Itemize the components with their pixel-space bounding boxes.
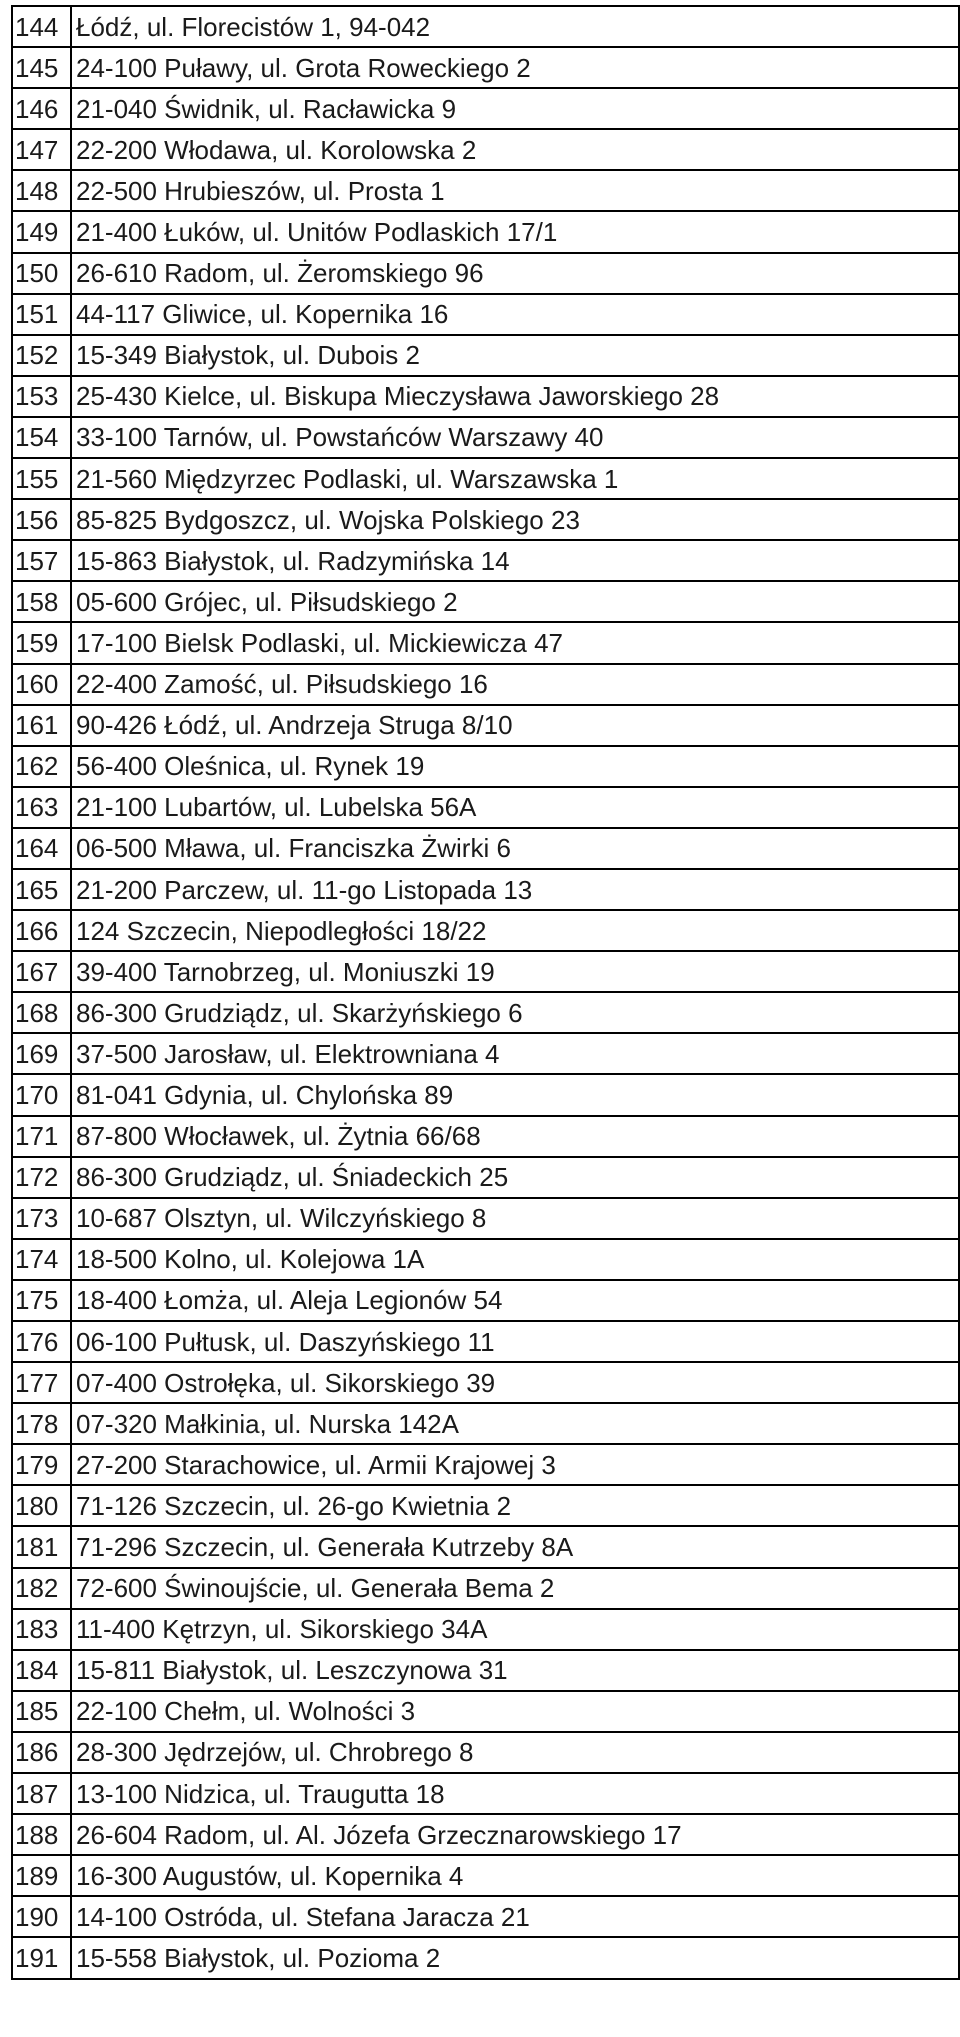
row-address: 37-500 Jarosław, ul. Elektrowniana 4 bbox=[71, 1033, 959, 1074]
row-address: 21-040 Świdnik, ul. Racławicka 9 bbox=[71, 88, 959, 129]
row-number: 171 bbox=[12, 1116, 71, 1157]
row-number: 180 bbox=[12, 1485, 71, 1526]
table-row bbox=[12, 1116, 959, 1157]
row-number: 157 bbox=[12, 540, 71, 581]
table-row bbox=[12, 581, 959, 622]
table-row bbox=[12, 951, 959, 992]
row-address: 24-100 Puławy, ul. Grota Roweckiego 2 bbox=[71, 47, 959, 88]
row-number: 176 bbox=[12, 1321, 71, 1362]
row-number: 190 bbox=[12, 1896, 71, 1937]
table-row bbox=[12, 129, 959, 170]
row-address: 22-500 Hrubieszów, ul. Prosta 1 bbox=[71, 170, 959, 211]
row-number: 159 bbox=[12, 622, 71, 663]
row-number: 181 bbox=[12, 1526, 71, 1567]
row-address: 26-604 Radom, ul. Al. Józefa Grzecznarowskiego 17 bbox=[71, 1814, 959, 1855]
row-address: 14-100 Ostróda, ul. Stefana Jaracza 21 bbox=[71, 1896, 959, 1937]
row-number: 162 bbox=[12, 746, 71, 787]
row-address: 22-100 Chełm, ul. Wolności 3 bbox=[71, 1691, 959, 1732]
table-row bbox=[12, 1896, 959, 1937]
row-number: 158 bbox=[12, 581, 71, 622]
table-row bbox=[12, 1485, 959, 1526]
table-row bbox=[12, 992, 959, 1033]
row-number: 185 bbox=[12, 1691, 71, 1732]
row-number: 172 bbox=[12, 1157, 71, 1198]
row-number: 156 bbox=[12, 499, 71, 540]
row-number: 146 bbox=[12, 88, 71, 129]
row-number: 188 bbox=[12, 1814, 71, 1855]
table-row bbox=[12, 746, 959, 787]
row-address: 05-600 Grójec, ul. Piłsudskiego 2 bbox=[71, 581, 959, 622]
table-row bbox=[12, 417, 959, 458]
row-address: 44-117 Gliwice, ul. Kopernika 16 bbox=[71, 294, 959, 335]
row-address: 15-811 Białystok, ul. Leszczynowa 31 bbox=[71, 1650, 959, 1691]
row-address: 06-500 Mława, ul. Franciszka Żwirki 6 bbox=[71, 828, 959, 869]
table-row bbox=[12, 376, 959, 417]
row-number: 150 bbox=[12, 253, 71, 294]
row-number: 178 bbox=[12, 1403, 71, 1444]
address-table bbox=[11, 5, 960, 1980]
row-number: 164 bbox=[12, 828, 71, 869]
row-address: 71-126 Szczecin, ul. 26-go Kwietnia 2 bbox=[71, 1485, 959, 1526]
row-address: 21-200 Parczew, ul. 11-go Listopada 13 bbox=[71, 869, 959, 910]
row-number: 175 bbox=[12, 1280, 71, 1321]
row-address: 124 Szczecin, Niepodległości 18/22 bbox=[71, 910, 959, 951]
address-table-body bbox=[12, 6, 959, 1979]
table-row bbox=[12, 1198, 959, 1239]
row-number: 191 bbox=[12, 1937, 71, 1978]
row-address: 87-800 Włocławek, ul. Żytnia 66/68 bbox=[71, 1116, 959, 1157]
row-number: 149 bbox=[12, 211, 71, 252]
row-address: 21-400 Łuków, ul. Unitów Podlaskich 17/1 bbox=[71, 211, 959, 252]
row-address: 15-863 Białystok, ul. Radzymińska 14 bbox=[71, 540, 959, 581]
row-address: 17-100 Bielsk Podlaski, ul. Mickiewicza 47 bbox=[71, 622, 959, 663]
row-address: 18-400 Łomża, ul. Aleja Legionów 54 bbox=[71, 1280, 959, 1321]
table-row bbox=[12, 1280, 959, 1321]
table-row bbox=[12, 1403, 959, 1444]
table-row bbox=[12, 1033, 959, 1074]
table-row bbox=[12, 499, 959, 540]
table-row bbox=[12, 294, 959, 335]
row-number: 166 bbox=[12, 910, 71, 951]
row-address: 21-100 Lubartów, ul. Lubelska 56A bbox=[71, 787, 959, 828]
table-row bbox=[12, 664, 959, 705]
row-number: 153 bbox=[12, 376, 71, 417]
table-row bbox=[12, 1074, 959, 1115]
row-number: 182 bbox=[12, 1568, 71, 1609]
row-address: 72-600 Świnoujście, ul. Generała Bema 2 bbox=[71, 1568, 959, 1609]
row-address: 10-687 Olsztyn, ul. Wilczyńskiego 8 bbox=[71, 1198, 959, 1239]
row-number: 155 bbox=[12, 458, 71, 499]
row-address: 18-500 Kolno, ul. Kolejowa 1A bbox=[71, 1239, 959, 1280]
table-row bbox=[12, 705, 959, 746]
row-address: 28-300 Jędrzejów, ul. Chrobrego 8 bbox=[71, 1732, 959, 1773]
row-number: 148 bbox=[12, 170, 71, 211]
row-number: 167 bbox=[12, 951, 71, 992]
table-row bbox=[12, 622, 959, 663]
row-address: 21-560 Międzyrzec Podlaski, ul. Warszawska 1 bbox=[71, 458, 959, 499]
table-row bbox=[12, 910, 959, 951]
row-address: 71-296 Szczecin, ul. Generała Kutrzeby 8A bbox=[71, 1526, 959, 1567]
row-number: 187 bbox=[12, 1773, 71, 1814]
row-number: 184 bbox=[12, 1650, 71, 1691]
table-row bbox=[12, 1239, 959, 1280]
table-row bbox=[12, 869, 959, 910]
table-row bbox=[12, 1568, 959, 1609]
table-row bbox=[12, 1157, 959, 1198]
row-number: 189 bbox=[12, 1855, 71, 1896]
table-row bbox=[12, 6, 959, 47]
table-row bbox=[12, 1691, 959, 1732]
row-address: 16-300 Augustów, ul. Kopernika 4 bbox=[71, 1855, 959, 1896]
row-number: 145 bbox=[12, 47, 71, 88]
table-row bbox=[12, 787, 959, 828]
table-row bbox=[12, 1526, 959, 1567]
row-number: 160 bbox=[12, 664, 71, 705]
table-row bbox=[12, 1321, 959, 1362]
table-row bbox=[12, 1444, 959, 1485]
table-row bbox=[12, 1773, 959, 1814]
row-number: 165 bbox=[12, 869, 71, 910]
row-number: 174 bbox=[12, 1239, 71, 1280]
row-address: 15-558 Białystok, ul. Pozioma 2 bbox=[71, 1937, 959, 1978]
table-row bbox=[12, 88, 959, 129]
row-number: 152 bbox=[12, 335, 71, 376]
row-number: 183 bbox=[12, 1609, 71, 1650]
table-row bbox=[12, 335, 959, 376]
row-address: Łódź, ul. Florecistów 1, 94-042 bbox=[71, 6, 959, 47]
table-row bbox=[12, 458, 959, 499]
row-address: 06-100 Pułtusk, ul. Daszyńskiego 11 bbox=[71, 1321, 959, 1362]
row-number: 161 bbox=[12, 705, 71, 746]
row-number: 144 bbox=[12, 6, 71, 47]
row-address: 56-400 Oleśnica, ul. Rynek 19 bbox=[71, 746, 959, 787]
row-address: 26-610 Radom, ul. Żeromskiego 96 bbox=[71, 253, 959, 294]
table-row bbox=[12, 1855, 959, 1896]
row-address: 81-041 Gdynia, ul. Chylońska 89 bbox=[71, 1074, 959, 1115]
table-row bbox=[12, 253, 959, 294]
table-row bbox=[12, 170, 959, 211]
row-number: 177 bbox=[12, 1362, 71, 1403]
row-address: 07-400 Ostrołęka, ul. Sikorskiego 39 bbox=[71, 1362, 959, 1403]
row-address: 22-200 Włodawa, ul. Korolowska 2 bbox=[71, 129, 959, 170]
row-address: 11-400 Kętrzyn, ul. Sikorskiego 34A bbox=[71, 1609, 959, 1650]
row-address: 27-200 Starachowice, ul. Armii Krajowej 3 bbox=[71, 1444, 959, 1485]
row-number: 154 bbox=[12, 417, 71, 458]
table-row bbox=[12, 1650, 959, 1691]
row-number: 173 bbox=[12, 1198, 71, 1239]
table-row bbox=[12, 1732, 959, 1773]
row-address: 86-300 Grudziądz, ul. Skarżyńskiego 6 bbox=[71, 992, 959, 1033]
table-row bbox=[12, 1362, 959, 1403]
row-address: 90-426 Łódź, ul. Andrzeja Struga 8/10 bbox=[71, 705, 959, 746]
row-number: 163 bbox=[12, 787, 71, 828]
table-row bbox=[12, 1814, 959, 1855]
table-row bbox=[12, 828, 959, 869]
row-address: 15-349 Białystok, ul. Dubois 2 bbox=[71, 335, 959, 376]
table-row bbox=[12, 1609, 959, 1650]
row-address: 39-400 Tarnobrzeg, ul. Moniuszki 19 bbox=[71, 951, 959, 992]
row-number: 179 bbox=[12, 1444, 71, 1485]
row-address: 13-100 Nidzica, ul. Traugutta 18 bbox=[71, 1773, 959, 1814]
row-address: 07-320 Małkinia, ul. Nurska 142A bbox=[71, 1403, 959, 1444]
row-address: 25-430 Kielce, ul. Biskupa Mieczysława Jaworskiego 28 bbox=[71, 376, 959, 417]
row-address: 22-400 Zamość, ul. Piłsudskiego 16 bbox=[71, 664, 959, 705]
row-number: 151 bbox=[12, 294, 71, 335]
table-row bbox=[12, 1937, 959, 1978]
row-number: 170 bbox=[12, 1074, 71, 1115]
table-row bbox=[12, 211, 959, 252]
row-number: 168 bbox=[12, 992, 71, 1033]
row-address: 85-825 Bydgoszcz, ul. Wojska Polskiego 23 bbox=[71, 499, 959, 540]
table-row bbox=[12, 540, 959, 581]
row-number: 169 bbox=[12, 1033, 71, 1074]
row-number: 186 bbox=[12, 1732, 71, 1773]
row-number: 147 bbox=[12, 129, 71, 170]
row-address: 33-100 Tarnów, ul. Powstańców Warszawy 40 bbox=[71, 417, 959, 458]
row-address: 86-300 Grudziądz, ul. Śniadeckich 25 bbox=[71, 1157, 959, 1198]
table-row bbox=[12, 47, 959, 88]
